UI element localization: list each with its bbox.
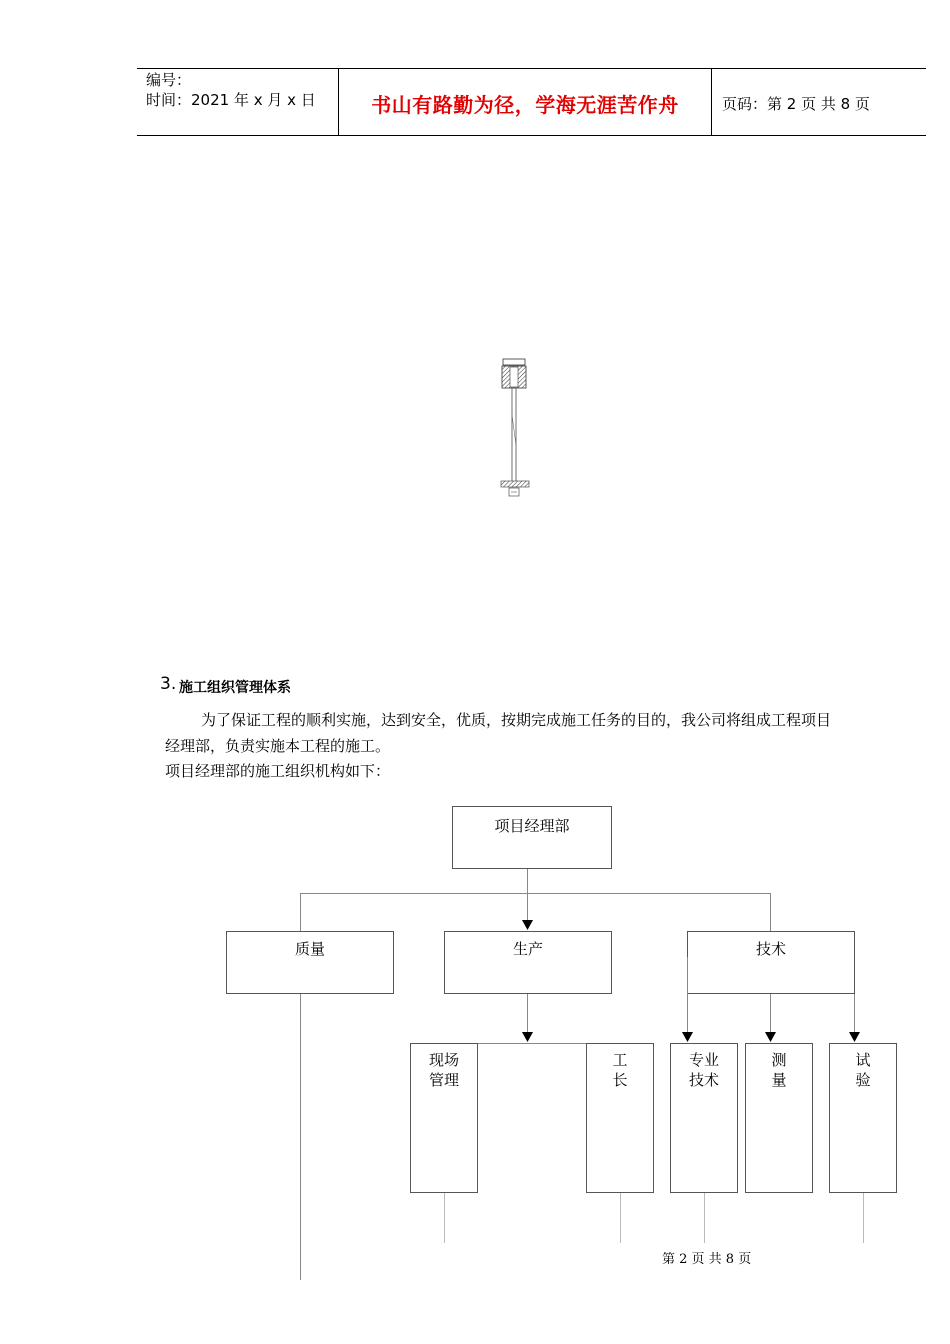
org-label-site-management-2: 管理 (428, 1071, 459, 1089)
header-top-rule (137, 68, 926, 69)
paragraph-line-2: 经理部，负责实施本工程的施工。 (165, 737, 391, 755)
connector-horizontal-top (300, 893, 771, 894)
org-label-test-1: 试 (855, 1051, 871, 1069)
connector-quality-down (300, 994, 301, 1280)
org-label-quality: 质量 (294, 940, 325, 958)
org-label-foreman-1: 工 (612, 1051, 628, 1069)
org-label-survey-1: 测 (771, 1051, 787, 1069)
org-label-root: 项目经理部 (494, 817, 570, 835)
org-label-foreman-2: 长 (612, 1071, 628, 1089)
page-label: 页码：第 2 页 共 8 页 (722, 95, 870, 113)
header-divider-right (711, 68, 712, 136)
org-label-specialist-1: 专业 (688, 1051, 719, 1069)
serial-label: 编号： (146, 71, 192, 89)
connector-to-quality (300, 893, 301, 931)
connector-production-horizontal (477, 1043, 586, 1044)
org-label-specialist-2: 技术 (688, 1071, 719, 1089)
connector-technology-right (854, 994, 855, 1034)
header-divider-left (338, 68, 339, 136)
org-label-production: 生产 (512, 940, 543, 958)
connector-test-down (863, 1193, 864, 1243)
connector-specialist-down (704, 1193, 705, 1243)
paragraph-line-1: 为了保证工程的顺利实施，达到安全，优质，按期完成施工任务的目的，我公司将组成工程项目 (201, 711, 832, 729)
connector-technology-left (687, 957, 688, 1034)
org-label-test-2: 验 (855, 1071, 871, 1089)
section-number: 3. (160, 674, 177, 694)
connector-to-technology (770, 893, 771, 931)
paragraph-line-3: 项目经理部的施工组织机构如下： (165, 762, 391, 780)
org-label-site-management-1: 现场 (428, 1051, 459, 1069)
connector-root-down (527, 869, 528, 923)
org-label-survey-2: 量 (771, 1071, 787, 1089)
connector-production-down (527, 994, 528, 1034)
time-label: 时间：2021 年 x 月 x 日 (146, 91, 316, 109)
connector-site-management-down (444, 1193, 445, 1243)
org-label-technology: 技术 (755, 940, 786, 958)
page-footer: 第 2 页 共 8 页 (662, 1252, 752, 1267)
section-detail-drawing (495, 355, 535, 503)
header-bottom-rule (137, 135, 926, 136)
motto-text: 书山有路勤为径，学海无涯苦作舟 (371, 93, 679, 117)
section-title: 施工组织管理体系 (179, 680, 291, 696)
connector-technology-mid (770, 994, 771, 1034)
connector-foreman-down (620, 1193, 621, 1243)
